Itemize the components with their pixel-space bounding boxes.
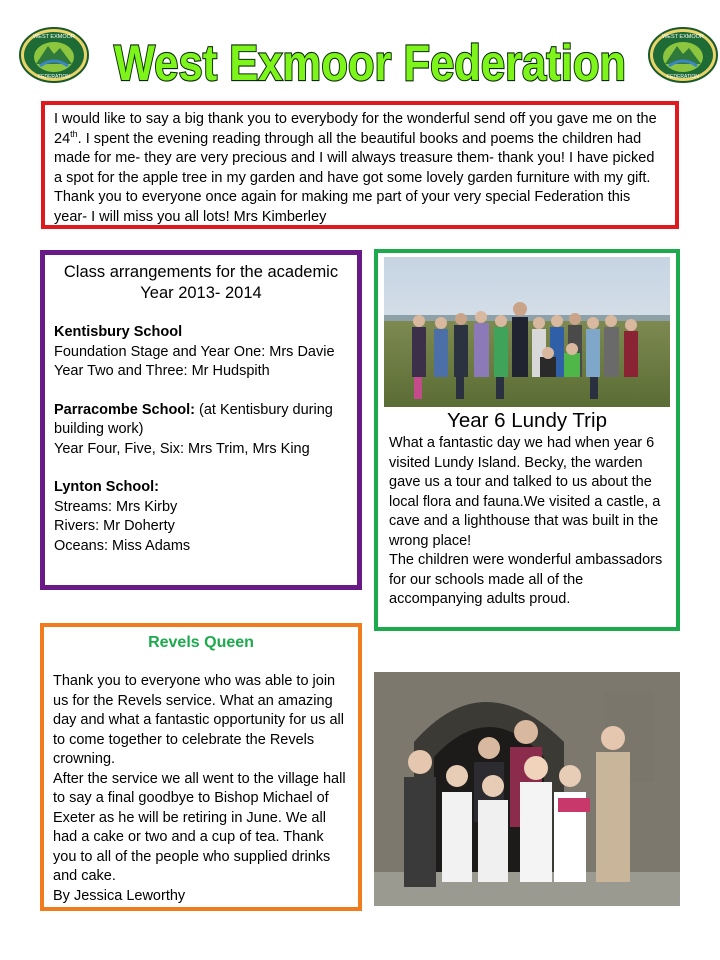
svg-text:WEST EXMOOR: WEST EXMOOR (33, 34, 75, 40)
federation-logo-left (18, 26, 90, 84)
lundy-trip (374, 249, 680, 631)
revels-queen (40, 623, 362, 911)
thanks-text-part1: I would like to say a big thank you to everybody for the wonderful send off you gave me on the 24 (54, 111, 657, 147)
lynton-line1: Streams: Mrs Kirby (54, 498, 178, 515)
revels-title: Revels Queen (148, 634, 254, 651)
parracombe-note: (at Kentisbury during building work) (54, 401, 333, 437)
lundy-body-1: What a fantastic day we had when year 6 visited Lundy Island. Becky, the warden gave us a tour and talked to us about the local flora and fauna.We visited a castle, a cave and a lighthouse that was built in the wrong place! (389, 435, 661, 549)
svg-text:FEDERATION: FEDERATION (38, 74, 70, 80)
revels-church-photo (374, 672, 680, 906)
svg-text:FEDERATION: FEDERATION (667, 74, 699, 80)
lundy-group-photo (384, 257, 670, 407)
thanks-sup: th (70, 128, 78, 139)
lundy-title: Year 6 Lundy Trip (447, 409, 607, 432)
federation-logo-right (647, 26, 719, 84)
lynton-line3: Oceans: Miss Adams (54, 537, 191, 554)
lynton-heading: Lynton School: (54, 479, 159, 495)
masthead-title (100, 14, 640, 98)
kentisbury-line2: Year Two and Three: Mr Hudspith (54, 363, 270, 379)
parracombe-heading: Parracombe School: (54, 401, 196, 418)
revels-body-1: Thank you to everyone who was able to join us for the Revels service. What an amazing day and what a fantastic opportunity for us all to come together to celebrate the Revels crowning. (53, 673, 344, 767)
svg-text:West Exmoor Federation: West Exmoor Federation (114, 35, 626, 91)
thank-you-note (41, 101, 679, 229)
kentisbury-heading: Kentisbury School (54, 324, 183, 340)
kentisbury-line1: Foundation Stage and Year One: Mrs Davie (54, 343, 335, 360)
revels-byline: By Jessica Leworthy (53, 887, 186, 904)
class-arrangements (40, 250, 362, 590)
revels-body-2: After the service we all went to the village hall to say a final goodbye to Bishop Michael of Exeter as he will be retiring in June. We all had a cake or two and a cup of tea. Thank you to all of the people who supplied drinks and cake. (53, 770, 346, 884)
lynton-line2: Rivers: Mr Doherty (54, 518, 175, 534)
svg-text:WEST EXMOOR: WEST EXMOOR (662, 34, 704, 40)
class-arrangements-heading: Class arrangements for the academic Year 2013- 2014 (63, 263, 339, 302)
thanks-text-part2: . I spent the evening reading through all the beautiful books and poems the children had made for me- they are very precious and I will always treasure them- thank you! I have picked a spot for the apple tree in my garden and have got some lovely garden furniture with my gift. Thank you to everyone once again for making me part of your very special Federation this year- I will miss you all lots! Mrs Kimberley (54, 130, 655, 225)
lundy-body-2: The children were wonderful ambassadors for our schools made all of the accompanying adults proud. (389, 552, 663, 607)
parracombe-line1: Year Four, Five, Six: Mrs Trim, Mrs King (54, 440, 310, 457)
